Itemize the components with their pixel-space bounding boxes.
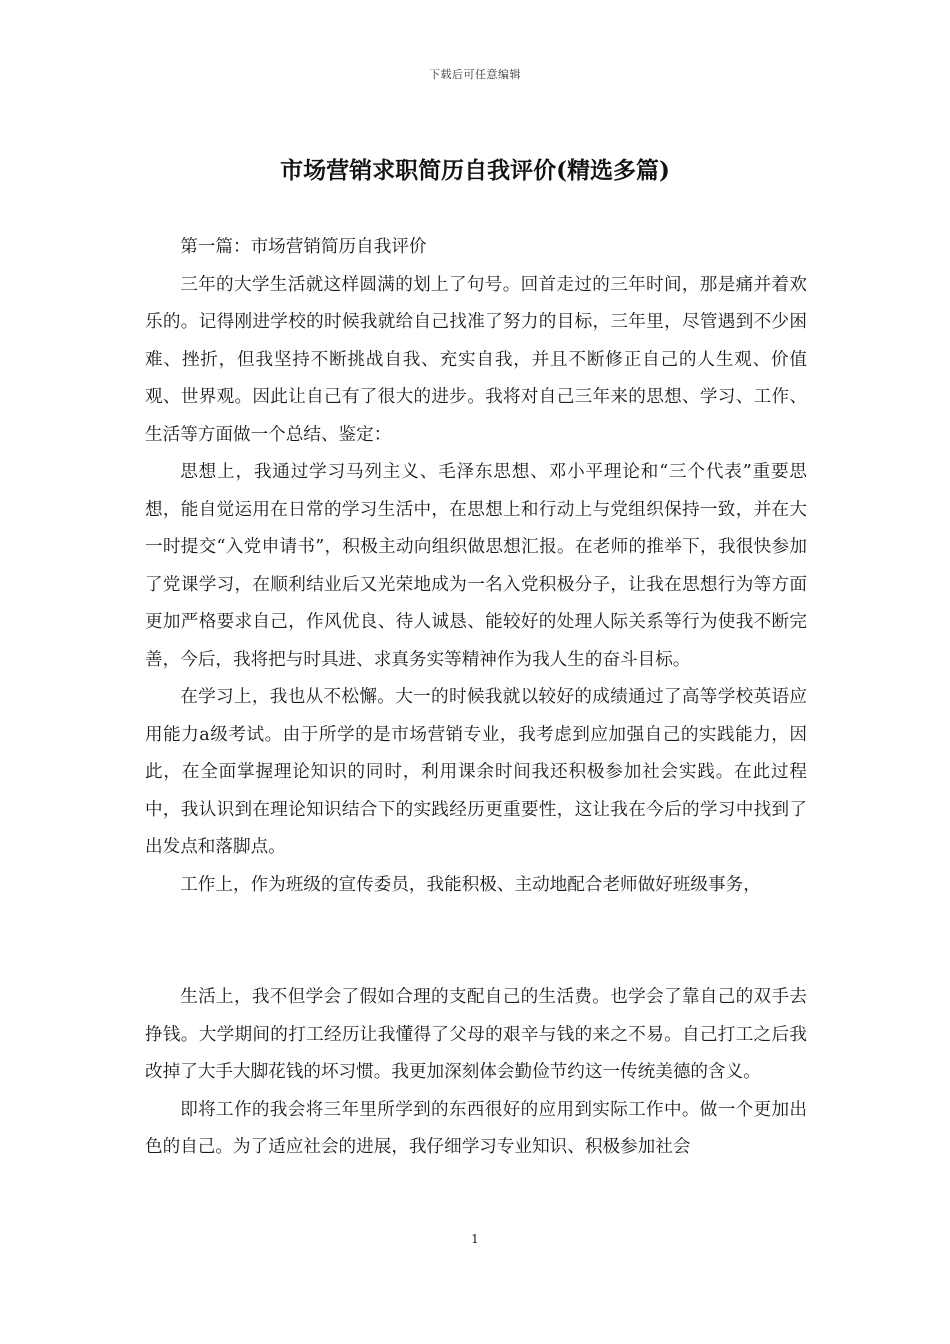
paragraph-study: 在学习上，我也从不松懈。大一的时候我就以较好的成绩通过了高等学校英语应用能力a级考试。由于所学的是市场营销专业，我考虑到应加强自己的实践能力，因此，在全面掌握理论知识的同时，利用课余时间我还积极参加社会实践。在此过程中，我认识到在理论知识结合下的实践经历更重要性，这让我在今后的学习中找到了出发点和落脚点。 bbox=[145, 687, 807, 857]
body-text-top bbox=[145, 229, 807, 904]
paragraph-work: 工作上，作为班级的宣传委员，我能积极、主动地配合老师做好班级事务， bbox=[180, 874, 761, 895]
body-text-bottom bbox=[145, 979, 807, 1167]
document-title: 市场营销求职简历自我评价(精选多篇) bbox=[280, 157, 670, 184]
section-heading: 第一篇：市场营销简历自我评价 bbox=[180, 237, 427, 257]
header-note: 下载后可任意编辑 bbox=[429, 68, 521, 81]
paragraph-intro: 三年的大学生活就这样圆满的划上了句号。回首走过的三年时间，那是痛并着欢乐的。记得刚进学校的时候我就给自己找准了努力的目标，三年里，尽管遇到不少困难、挫折，但我坚持不断挑战自我、充实自我，并且不断修正自己的人生观、价值观、世界观。因此让自己有了很大的进步。我将对自己三年来的思想、学习、工作、生活等方面做一个总结、鉴定： bbox=[145, 274, 807, 445]
paragraph-life: 生活上，我不但学会了假如合理的支配自己的生活费。也学会了靠自己的双手去挣钱。大学期间的打工经历让我懂得了父母的艰辛与钱的来之不易。自己打工之后我改掉了大手大脚花钱的坏习惯。我更加深刻体会勤俭节约这一传统美德的含义。 bbox=[145, 987, 807, 1082]
page-number: 1 bbox=[471, 1232, 479, 1246]
paragraph-future: 即将工作的我会将三年里所学到的东西很好的应用到实际工作中。做一个更加出色的自己。为了适应社会的进展，我仔细学习专业知识、积极参加社会 bbox=[145, 1099, 807, 1157]
paragraph-thought: 思想上，我通过学习马列主义、毛泽东思想、邓小平理论和“三个代表”重要思想，能自觉运用在日常的学习生活中，在思想上和行动上与党组织保持一致，并在大一时提交“入党申请书”，积极主动向组织做思想汇报。在老师的推举下，我很快参加了党课学习，在顺利结业后又光荣地成为一名入党积极分子，让我在思想行为等方面更加严格要求自己，作风优良、待人诚恳、能较好的处理人际关系等行为使我不断完善，今后，我将把与时具进、求真务实等精神作为我人生的奋斗目标。 bbox=[145, 462, 807, 670]
